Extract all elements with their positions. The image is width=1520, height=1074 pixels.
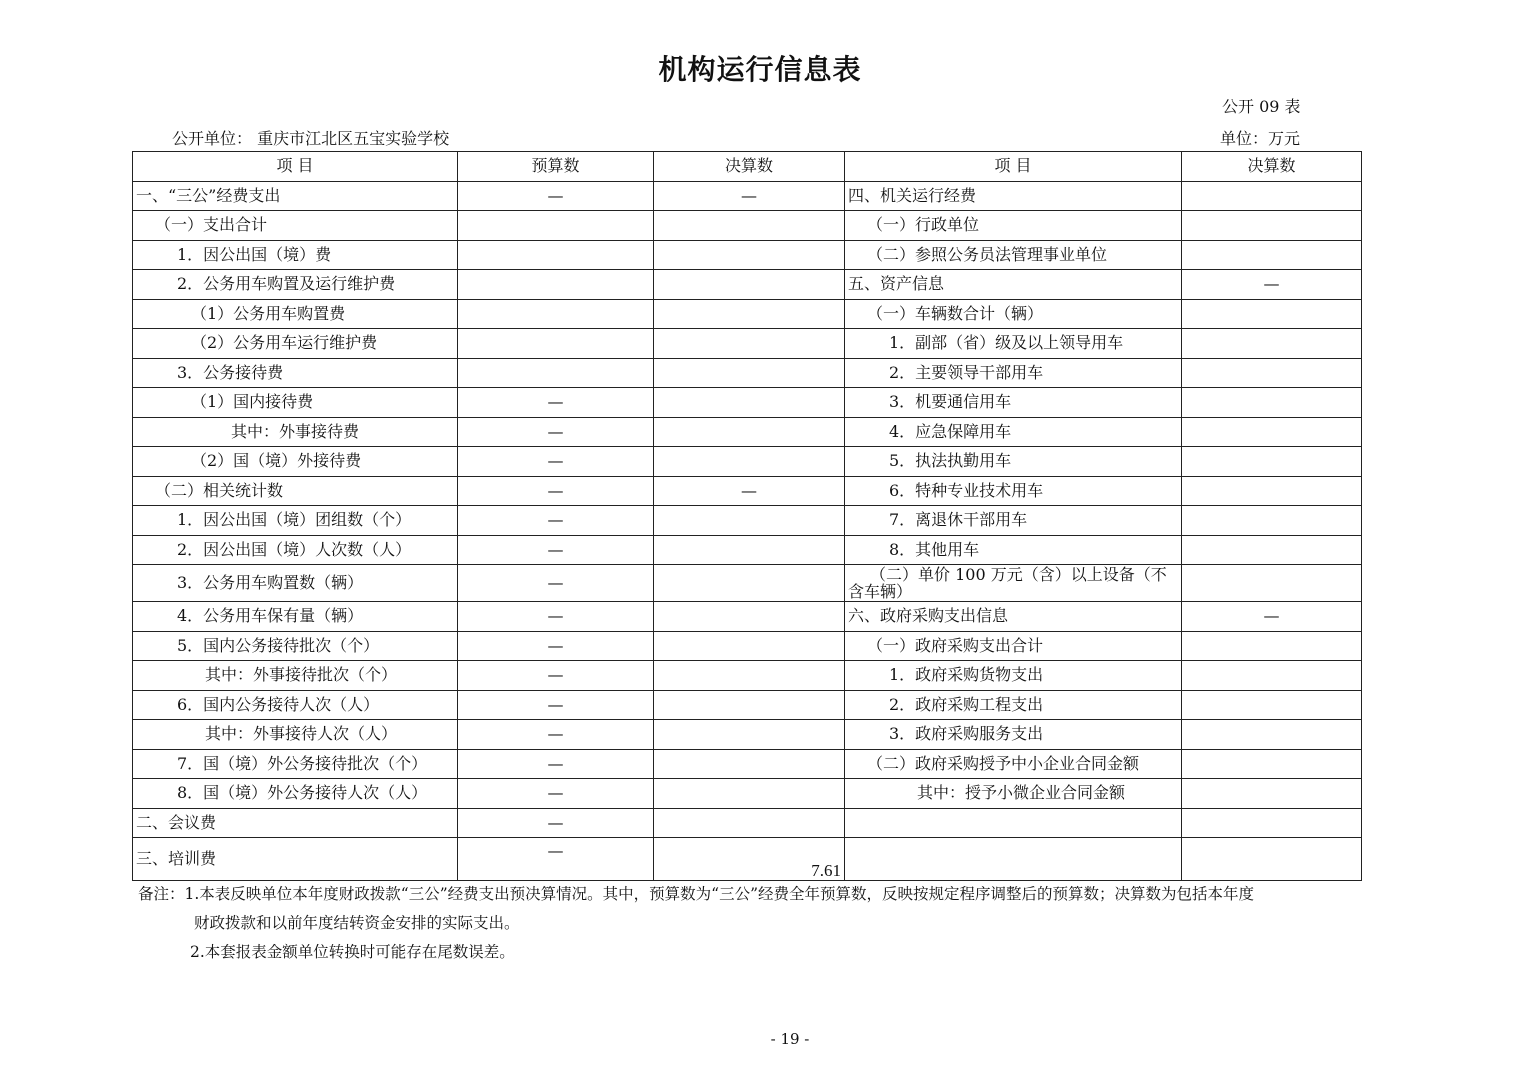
right-final-cell [1182, 631, 1362, 661]
final-cell [654, 535, 845, 565]
table-row [133, 565, 1362, 602]
budget-cell: — [458, 749, 654, 779]
right-final-cell: — [1182, 270, 1362, 300]
info-table [132, 151, 1362, 881]
right-final-cell [1182, 535, 1362, 565]
row-label: 8．国（境）外公务接待人次（人） [133, 779, 458, 809]
budget-cell: — [458, 476, 654, 506]
right-row-label [845, 808, 1182, 838]
row-label: 5．国内公务接待批次（个） [133, 631, 458, 661]
budget-cell: — [458, 690, 654, 720]
final-cell [654, 358, 845, 388]
right-final-cell [1182, 808, 1362, 838]
right-row-label: 四、机关运行经费 [845, 181, 1182, 211]
right-row-label: 1．政府采购货物支出 [845, 661, 1182, 691]
right-row-label: 其中：授予小微企业合同金额 [845, 779, 1182, 809]
header-final-left: 决算数 [654, 152, 845, 182]
row-label: 6．国内公务接待人次（人） [133, 690, 458, 720]
row-label: 4．公务用车保有量（辆） [133, 602, 458, 632]
table-row [133, 779, 1362, 809]
row-label: 三、培训费 [133, 838, 458, 881]
header-budget: 预算数 [458, 152, 654, 182]
right-final-cell [1182, 358, 1362, 388]
final-cell [654, 808, 845, 838]
table-row [133, 358, 1362, 388]
table-row [133, 661, 1362, 691]
reporting-unit: 公开单位： 重庆市江北区五宝实验学校 [172, 129, 450, 148]
row-label: 其中：外事接待批次（个） [133, 661, 458, 691]
header-final-right: 决算数 [1182, 152, 1362, 182]
right-row-label: 2．政府采购工程支出 [845, 690, 1182, 720]
budget-cell: — [458, 388, 654, 418]
form-number: 公开 09 表 [1222, 97, 1301, 116]
right-final-cell [1182, 240, 1362, 270]
right-row-label: 3．政府采购服务支出 [845, 720, 1182, 750]
budget-cell: — [458, 181, 654, 211]
row-label: 1．因公出国（境）团组数（个） [133, 506, 458, 536]
table-row [133, 749, 1362, 779]
table-row [133, 720, 1362, 750]
right-final-cell [1182, 506, 1362, 536]
right-row-label: 六、政府采购支出信息 [845, 602, 1182, 632]
budget-cell: — [458, 602, 654, 632]
row-label: 7．国（境）外公务接待批次（个） [133, 749, 458, 779]
final-cell [654, 779, 845, 809]
budget-cell [458, 299, 654, 329]
right-row-label: 4．应急保障用车 [845, 417, 1182, 447]
table-row [133, 838, 1362, 881]
budget-cell: — [458, 720, 654, 750]
budget-cell [458, 270, 654, 300]
right-row-label: 1．副部（省）级及以上领导用车 [845, 329, 1182, 359]
table-row [133, 476, 1362, 506]
table-row [133, 181, 1362, 211]
row-label: （一）支出合计 [133, 211, 458, 241]
currency-unit: 单位：万元 [1220, 129, 1301, 148]
final-cell [654, 661, 845, 691]
row-label: 1．因公出国（境）费 [133, 240, 458, 270]
right-row-label: （二）政府采购授予中小企业合同金额 [845, 749, 1182, 779]
right-row-label: 8．其他用车 [845, 535, 1182, 565]
final-cell [654, 270, 845, 300]
right-row-label: （一）行政单位 [845, 211, 1182, 241]
right-final-cell: — [1182, 602, 1362, 632]
final-cell [654, 602, 845, 632]
final-cell: — [654, 181, 845, 211]
right-final-cell [1182, 779, 1362, 809]
right-final-cell [1182, 749, 1362, 779]
page-title: 机构运行信息表 [658, 53, 862, 86]
budget-cell: — [458, 447, 654, 477]
final-cell [654, 329, 845, 359]
row-label: （二）相关统计数 [133, 476, 458, 506]
right-final-cell [1182, 329, 1362, 359]
right-final-cell [1182, 720, 1362, 750]
header-item-right: 项 目 [845, 152, 1182, 182]
budget-cell: — [458, 631, 654, 661]
row-label: 3．公务用车购置数（辆） [133, 565, 458, 602]
note-line-3: 2.本套报表金额单位转换时可能存在尾数误差。 [190, 943, 515, 961]
budget-cell [458, 358, 654, 388]
table-row [133, 329, 1362, 359]
budget-cell: — [458, 565, 654, 602]
row-label: 二、会议费 [133, 808, 458, 838]
right-row-label: （一）车辆数合计（辆） [845, 299, 1182, 329]
right-final-cell [1182, 417, 1362, 447]
row-label: 2．因公出国（境）人次数（人） [133, 535, 458, 565]
final-cell [654, 749, 845, 779]
final-cell [654, 447, 845, 477]
budget-cell: — [458, 808, 654, 838]
right-row-label: 3．机要通信用车 [845, 388, 1182, 418]
budget-cell: — [458, 506, 654, 536]
table-row [133, 631, 1362, 661]
right-final-cell [1182, 447, 1362, 477]
table-row [133, 388, 1362, 418]
row-label: 其中：外事接待人次（人） [133, 720, 458, 750]
right-final-cell [1182, 299, 1362, 329]
table-header-row [133, 152, 1362, 182]
table-row [133, 535, 1362, 565]
table-row [133, 417, 1362, 447]
row-label: 其中：外事接待费 [133, 417, 458, 447]
right-row-label: （二）单价 100 万元（含）以上设备（不含车辆） [845, 565, 1182, 602]
budget-cell: — [458, 417, 654, 447]
final-cell [654, 388, 845, 418]
final-cell [654, 690, 845, 720]
final-cell [654, 299, 845, 329]
final-cell [654, 417, 845, 447]
note-line-2: 财政拨款和以前年度结转资金安排的实际支出。 [194, 914, 520, 932]
table-row [133, 602, 1362, 632]
row-label: （1）公务用车购置费 [133, 299, 458, 329]
final-cell: 7.61 [654, 838, 845, 881]
table-row [133, 211, 1362, 241]
table-row [133, 506, 1362, 536]
final-cell [654, 240, 845, 270]
right-row-label: 6．特种专业技术用车 [845, 476, 1182, 506]
table-row [133, 447, 1362, 477]
right-row-label: （二）参照公务员法管理事业单位 [845, 240, 1182, 270]
budget-cell [458, 211, 654, 241]
right-final-cell [1182, 388, 1362, 418]
row-label: （2）公务用车运行维护费 [133, 329, 458, 359]
right-row-label [845, 838, 1182, 881]
final-cell [654, 631, 845, 661]
right-row-label: 7．离退休干部用车 [845, 506, 1182, 536]
table-row [133, 270, 1362, 300]
row-label: （1）国内接待费 [133, 388, 458, 418]
budget-cell: — [458, 838, 654, 881]
right-row-label: 2．主要领导干部用车 [845, 358, 1182, 388]
final-cell [654, 211, 845, 241]
table-row [133, 808, 1362, 838]
row-label: 3．公务接待费 [133, 358, 458, 388]
right-final-cell [1182, 690, 1362, 720]
right-final-cell [1182, 565, 1362, 602]
final-cell [654, 506, 845, 536]
budget-cell: — [458, 535, 654, 565]
right-final-cell [1182, 181, 1362, 211]
final-cell [654, 720, 845, 750]
budget-cell: — [458, 779, 654, 809]
right-row-label: 五、资产信息 [845, 270, 1182, 300]
table-row [133, 299, 1362, 329]
right-row-label: （一）政府采购支出合计 [845, 631, 1182, 661]
notes [138, 880, 1254, 967]
right-row-label: 5．执法执勤用车 [845, 447, 1182, 477]
final-cell: — [654, 476, 845, 506]
table-row [133, 240, 1362, 270]
right-final-cell [1182, 476, 1362, 506]
right-final-cell [1182, 661, 1362, 691]
budget-cell: — [458, 661, 654, 691]
budget-cell [458, 329, 654, 359]
right-final-cell [1182, 838, 1362, 881]
row-label: （2）国（境）外接待费 [133, 447, 458, 477]
row-label: 2．公务用车购置及运行维护费 [133, 270, 458, 300]
row-label: 一、“三公”经费支出 [133, 181, 458, 211]
budget-cell [458, 240, 654, 270]
right-final-cell [1182, 211, 1362, 241]
header-item-left: 项 目 [133, 152, 458, 182]
table-row [133, 690, 1362, 720]
page-number: - 19 - [770, 1030, 810, 1048]
final-cell [654, 565, 845, 602]
note-line-1: 备注：1.本表反映单位本年度财政拨款“三公”经费支出预决算情况。其中，预算数为“三公”经费全年预算数，反映按规定程序调整后的预算数；决算数为包括本年度 [138, 885, 1254, 903]
